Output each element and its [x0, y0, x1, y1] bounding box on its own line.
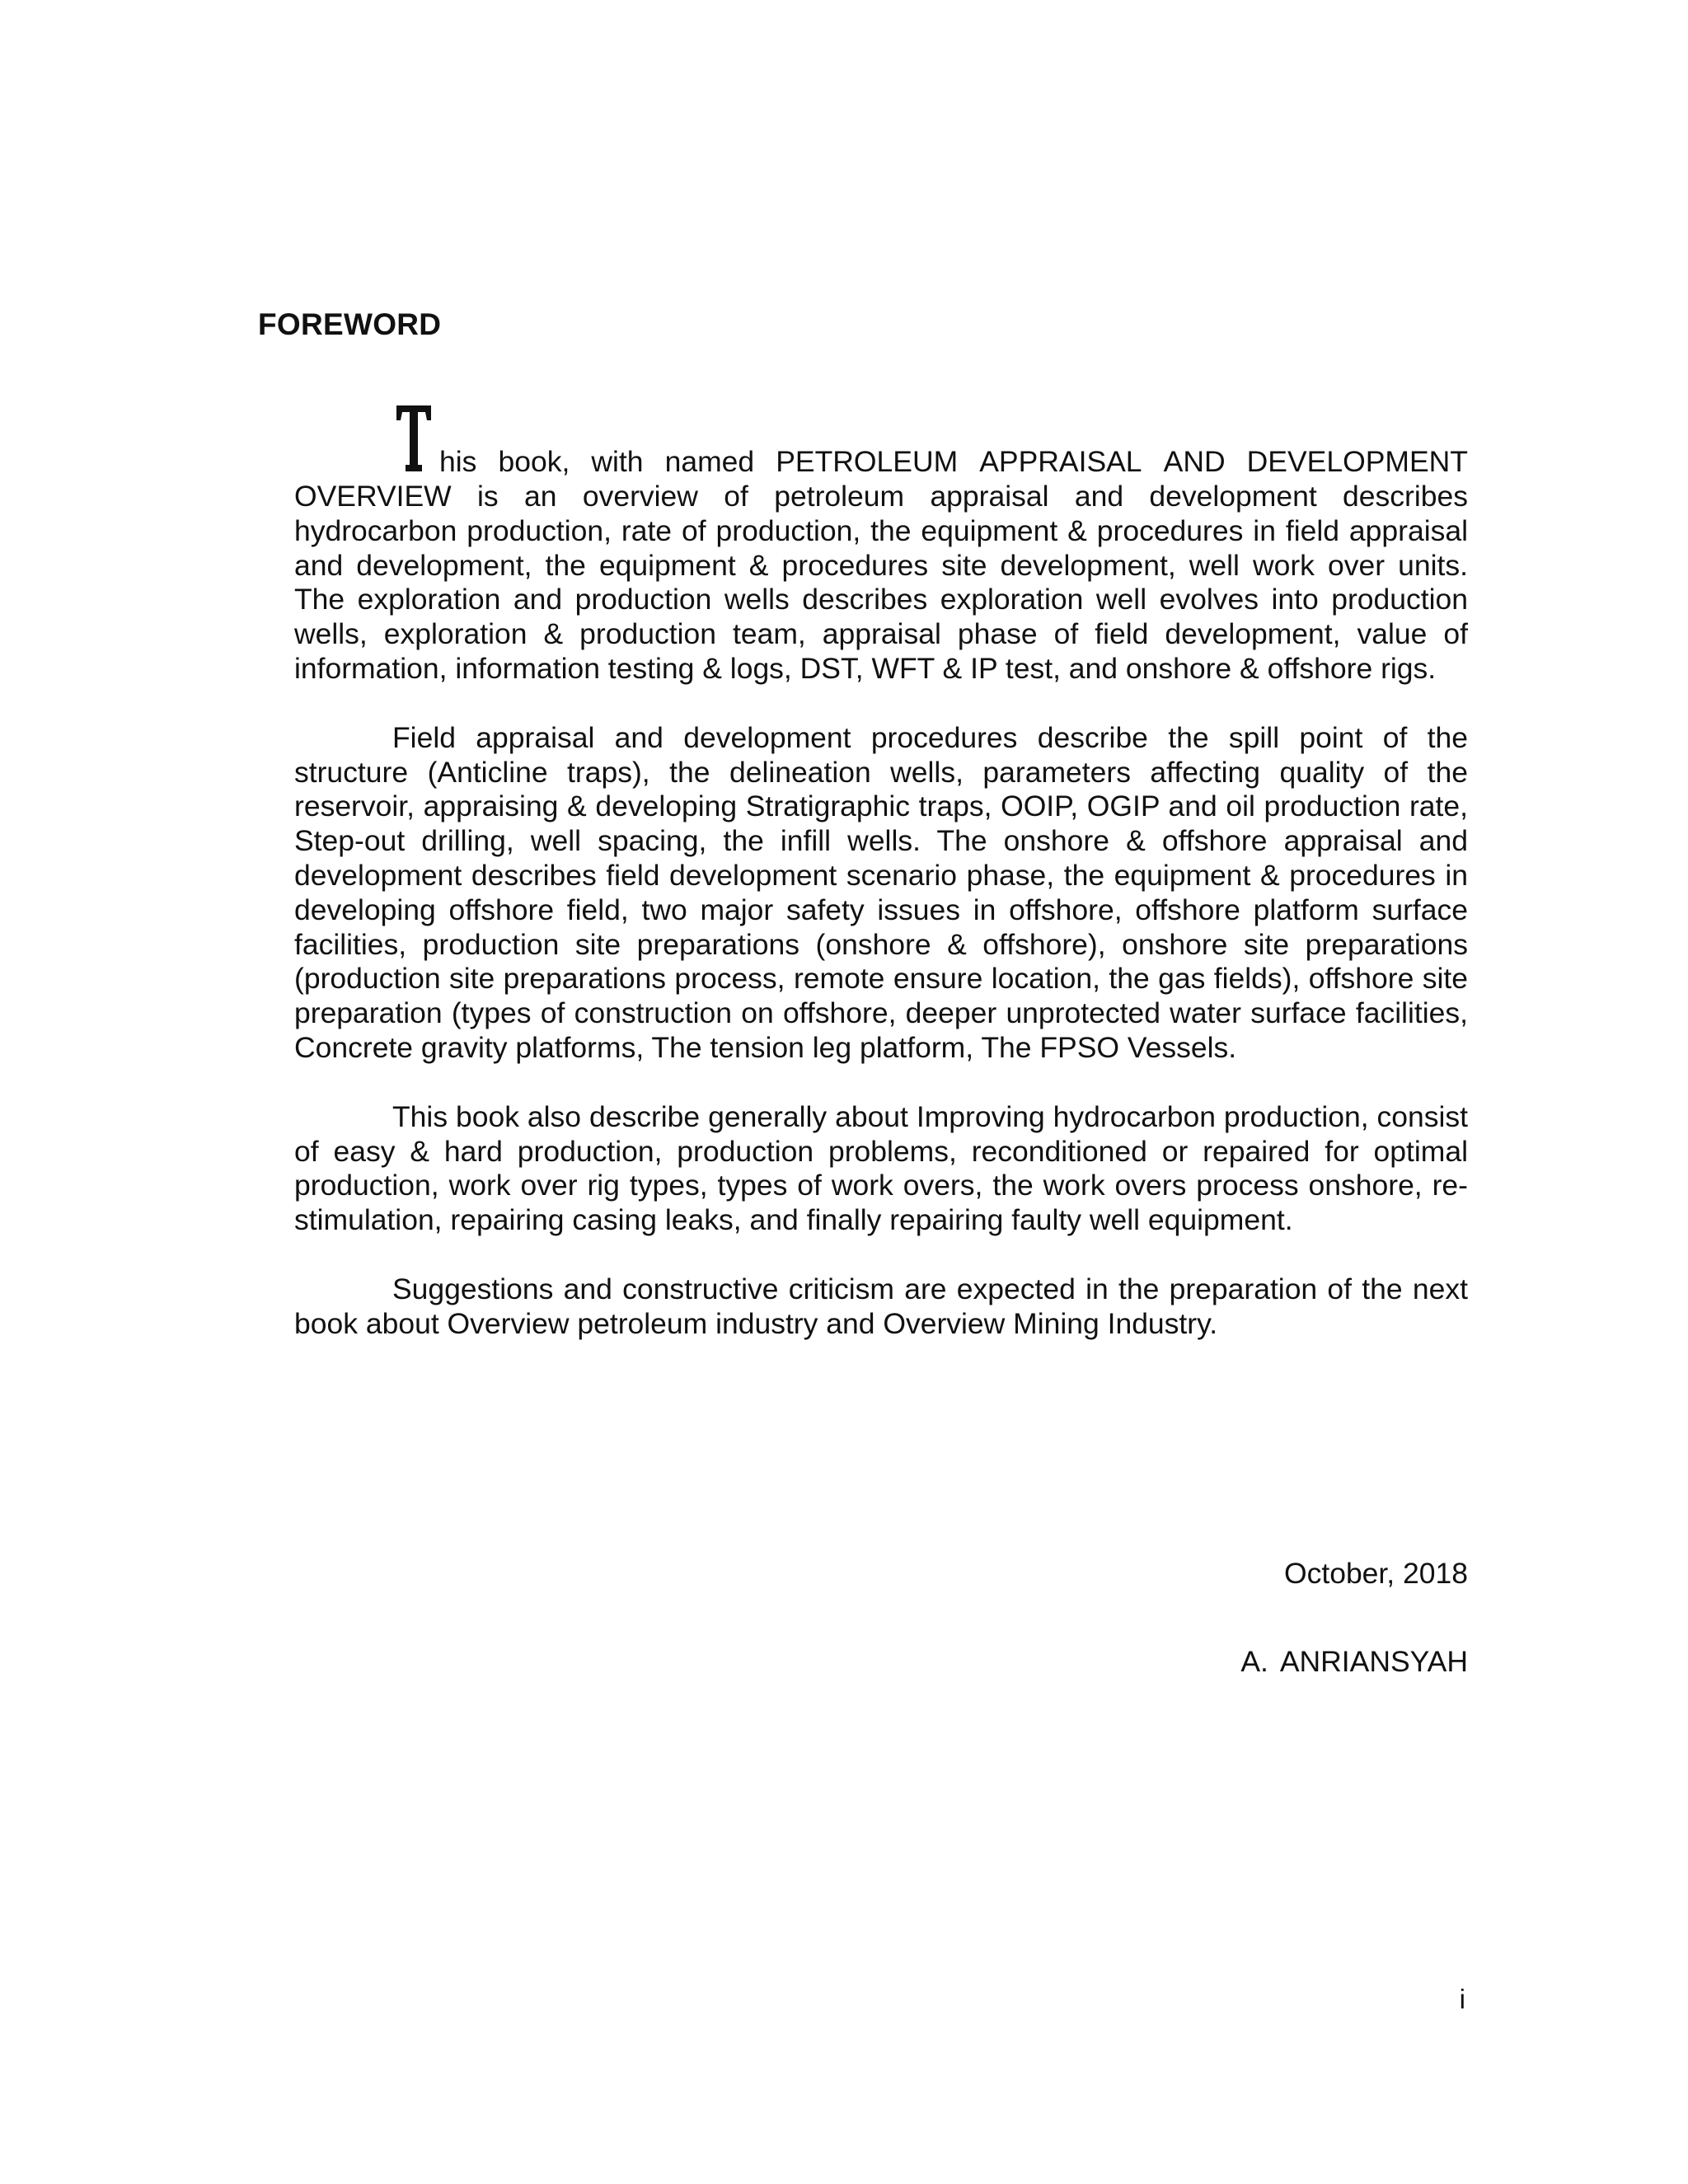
- page-title: FOREWORD: [258, 307, 442, 341]
- first-line-word: DEVELOPMENT: [1246, 445, 1468, 479]
- paragraph-4-text: Suggestions and constructive criticism are expected in the preparation of the next book about Overview petroleum industry and Overview Mining Industry.: [294, 1272, 1468, 1340]
- first-line-word: book,: [498, 445, 570, 479]
- first-line-word: named: [664, 445, 755, 479]
- signature-author: A. ANRIANSYAH: [1240, 1645, 1468, 1678]
- first-line-word: with: [591, 445, 644, 479]
- first-line-word: APPRAISAL: [979, 445, 1142, 479]
- first-line: [294, 394, 1468, 480]
- first-line-text: [439, 445, 1468, 480]
- dropcap-letter: [395, 404, 433, 473]
- paragraph-2-text: Field appraisal and development procedures describe the spill point of the structure (Anticline traps), the delineation wells, parameters affecting quality of the reservoir, appraising & developing Stratigraphic traps, OOIP, OGIP and oil production rate, Step-out drilling, well spacing, the infill wells. The onshore & offshore appraisal and development describes field development scenario phase, the equipment & procedures in developing offshore field, two major safety issues in offshore, offshore platform surface facilities, production site preparations (onshore & offshore), onshore site preparations (production site preparations process, remote ensure location, the gas fields), offshore site preparation (types of construction on offshore, deeper unprotected water surface facilities, Concrete gravity platforms, The tension leg platform, The FPSO Vessels.: [294, 720, 1468, 1064]
- paragraph-4: [294, 1272, 1468, 1342]
- dropcap-glyph: [395, 404, 433, 473]
- foreword-body: [294, 394, 1468, 1376]
- signature-date: October, 2018: [1283, 1557, 1468, 1590]
- paragraph-3-text: This book also describe generally about Improving hydrocarbon production, consist of easy & hard production, production problems, reconditioned or repaired for optimal production, work over rig types, types of work overs, the work overs process onshore, re-stimulation, repairing casing leaks, and finally repairing faulty well equipment.: [294, 1099, 1468, 1237]
- paragraph-2: [294, 721, 1468, 1066]
- paragraph-1: OVERVIEW is an overview of petroleum appraisal and development describes hydrocarbon production, rate of production, the equipment & procedures in field appraisal and development, the equipment & procedures site development, well work over units. The exploration and production wells describes exploration well evolves into production wells, exploration & production team, appraisal phase of field development, value of information, information testing & logs, DST, WFT & IP test, and onshore & offshore rigs.: [294, 480, 1468, 685]
- first-line-word: AND: [1163, 445, 1226, 479]
- page-number: i: [1459, 1984, 1465, 2014]
- first-line-word: his: [439, 445, 477, 479]
- paragraph-3: [294, 1100, 1468, 1238]
- first-line-word: PETROLEUM: [776, 445, 959, 479]
